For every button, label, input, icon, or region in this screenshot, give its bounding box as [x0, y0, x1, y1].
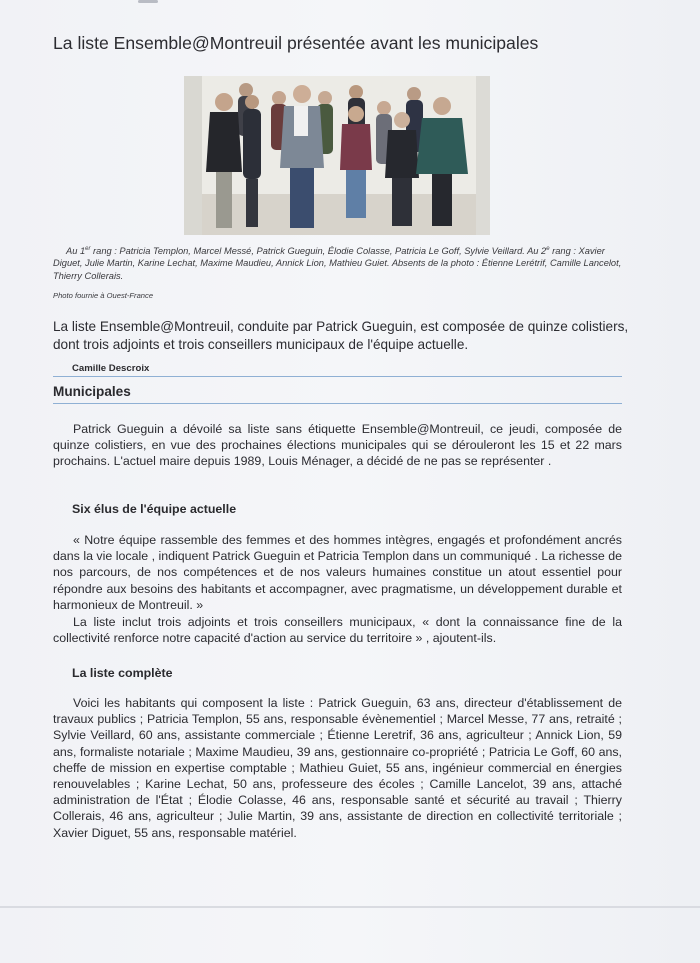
page-edge [0, 906, 700, 908]
photo-caption [53, 243, 628, 282]
caption-sup: e [546, 246, 550, 252]
caption-part: rang : Xavier Diguet, Julie Martin, Karine Lechat, Maxime Maudieu, Annick Lion, Mathieu Guiet. Absents de la photo : Étienne Lerétrif, Camille Lancelot, Thierry Collerais. [53, 246, 622, 281]
subheading-liste: La liste complète [72, 666, 173, 680]
paragraph-intro: Patrick Gueguin a dévoilé sa liste sans étiquette Ensemble@Montreuil, ce jeudi, composée de quinze colistiers, en vue des prochaines élections municipales qui se dérouleront les 15 et 22 mars prochains. L'actuel maire depuis 1989, Louis Ménager, a décidé de ne pas se représenter . [53, 422, 622, 469]
article-title: La liste Ensemble@Montreuil présentée avant les municipales [53, 33, 539, 53]
caption-part: rang : Patricia Templon, Marcel Messé, Patrick Gueguin, Élodie Colasse, Patricia Le Goff, Sylvie Veillard. Au 2 [90, 246, 547, 257]
divider [53, 376, 622, 377]
photo-credit: Photo fournie à Ouest-France [53, 291, 154, 300]
subheading-elus: Six élus de l'équipe actuelle [72, 502, 237, 516]
group-photo [184, 76, 490, 235]
caption-sup: er [85, 246, 91, 252]
section-label: Municipales [53, 384, 131, 399]
scan-mark [138, 0, 158, 3]
group-photo-illustration [184, 76, 490, 235]
author-name: Camille Descroix [72, 363, 150, 374]
caption-part: Au 1 [66, 246, 86, 257]
divider [53, 403, 622, 404]
paragraph-quote: « Notre équipe rassemble des femmes et des hommes intègres, engagés et profondément ancrés dans la vie locale , indiquent Patrick Gueguin et Patricia Templon dans un communiqué . La richesse de nos parcours, de nos compétences et de nos valeurs humaines constitue un atout essentiel pour répondre aux besoins des habitants et accompagner, avec pragmatisme, un développement durable et harmonieux de Montreuil. » [53, 533, 622, 612]
paragraph-liste: Voici les habitants qui composent la liste : Patrick Gueguin, 63 ans, directeur d'établissement de travaux publics ; Patricia Templon, 55 ans, responsable évènementiel ; Marcel Messe, 77 ans, retraité ; Sylvie Veillard, 60 ans, assistante commerciale ; Étienne Leretrif, 36 ans, agriculteur ; Annick Lion, 59 ans, formaliste notariale ; Maxime Maudieu, 39 ans, gestionnaire co-propriété ; Patricia Le Goff, 60 ans, cheffe de mission en expertise comptable ; Mathieu Guiet, 55 ans, ingénieur commercial en énergies renouvelables ; Karine Lechat, 50 ans, professeure des écoles ; Camille Lancelot, 39 ans, attaché administration de l'État ; Élodie Colasse, 46 ans, responsable santé et sécurité au travail ; Thierry Collerais, 46 ans, agriculteur ; Julie Martin, 39 ans, assistante de direction en collectivité territoriale ; Xavier Diguet, 55 ans, responsable matériel. [53, 696, 622, 840]
paragraph-adjoints: La liste inclut trois adjoints et trois conseillers municipaux, « dont la connaissance fine de la collectivité renforce notre capacité d'action au service du territoire » , ajoutent-ils. [53, 615, 622, 646]
article-lede: La liste Ensemble@Montreuil, conduite par Patrick Gueguin, est composée de quinze colistiers, dont trois adjoints et trois conseillers municipaux de l'équipe actuelle. [53, 319, 629, 352]
